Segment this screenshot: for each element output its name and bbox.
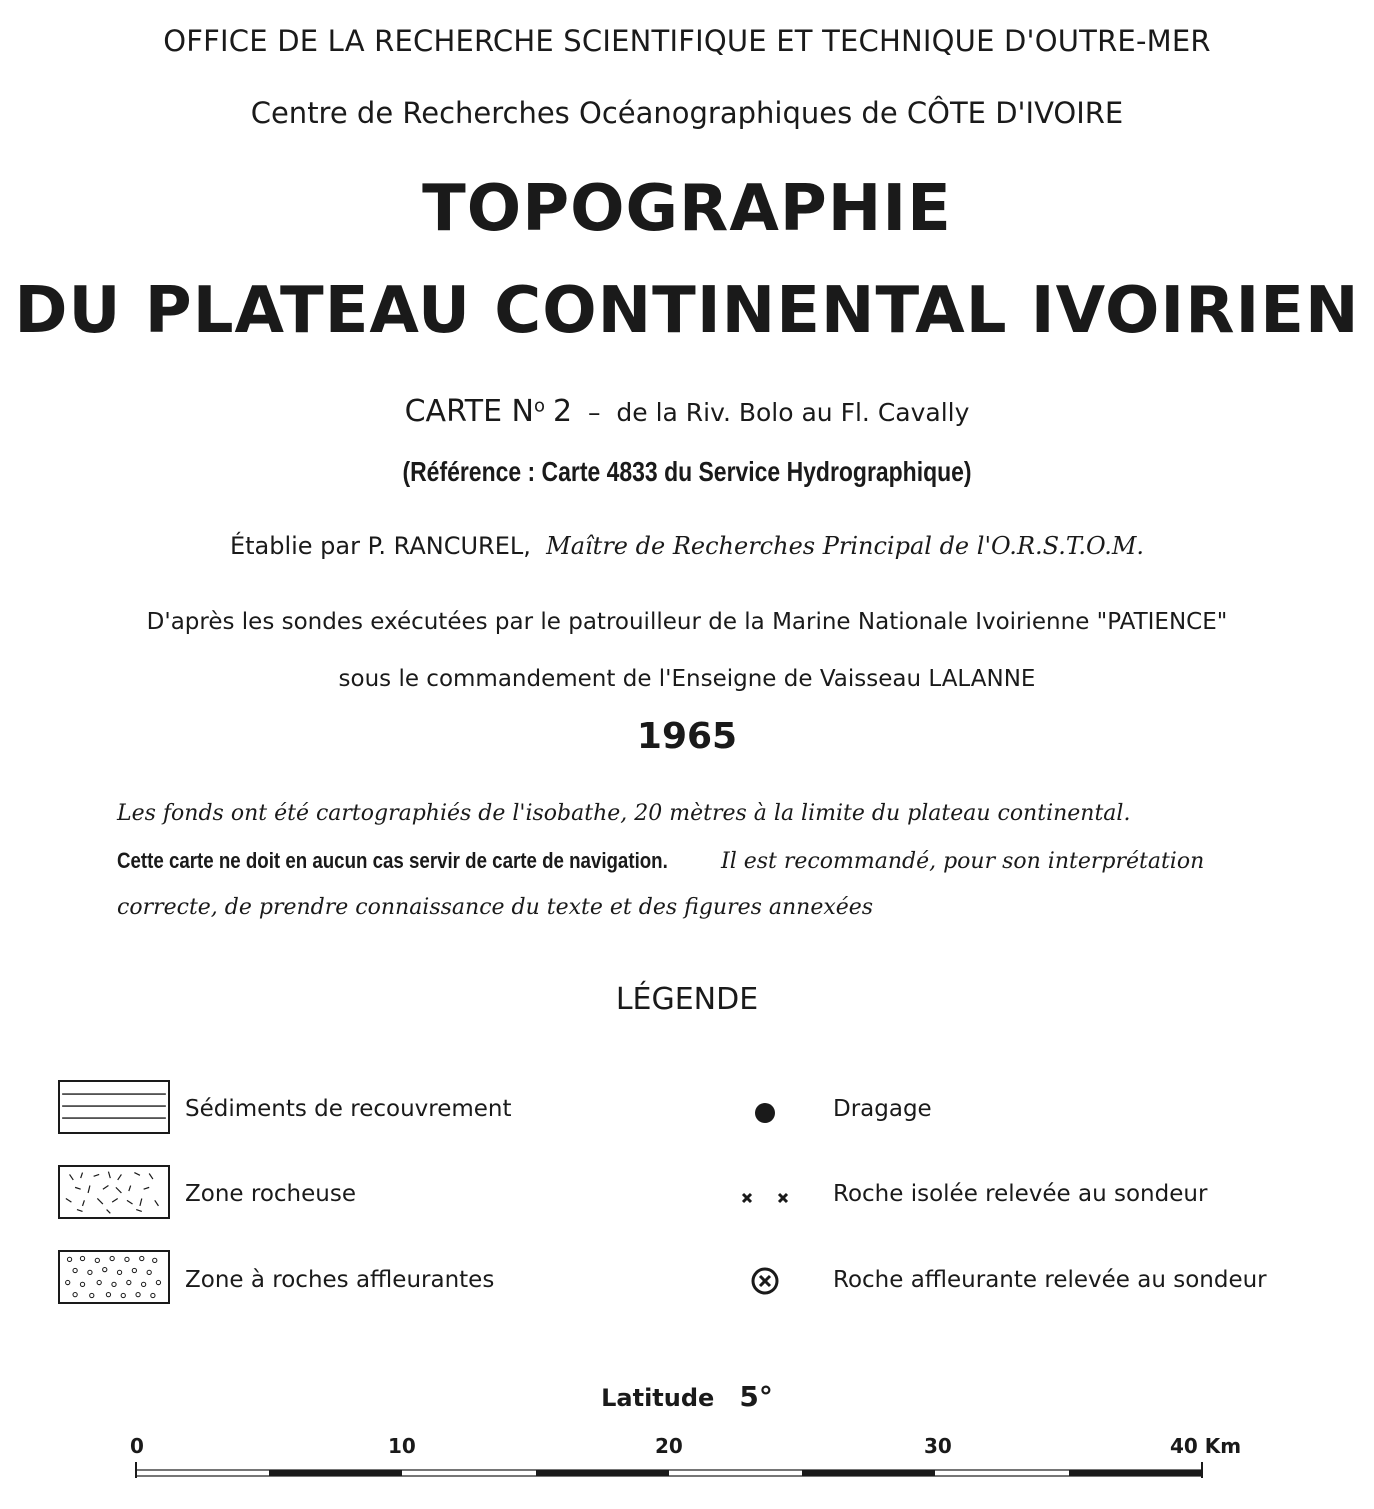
carte-description: de la Riv. Bolo au Fl. Cavally (616, 398, 970, 427)
carte-number: 2 (552, 394, 573, 429)
outcrop-rock-circled-cross-icon (750, 1266, 780, 1296)
map-title-line1: TOPOGRAPHIE (422, 172, 952, 246)
scale-tick-30: 30 (924, 1434, 952, 1458)
latitude-value: 5° (739, 1380, 773, 1413)
carte-label: CARTE N (404, 394, 534, 429)
carte-line (0, 394, 1374, 429)
rocky-zone-swatch (58, 1165, 170, 1219)
office-title: OFFICE DE LA RECHERCHE SCIENTIFIQUE ET TECHNIQUE D'OUTRE-MER (163, 24, 1211, 58)
legend-label-sediments: Sédiments de recouvrement (185, 1096, 512, 1122)
centre-title: Centre de Recherches Océanographiques de CÔTE D'IVOIRE (250, 96, 1124, 130)
carte-dash: – (587, 398, 601, 427)
scale-tick-0: 0 (130, 1434, 144, 1458)
dredging-dot-icon (753, 1101, 777, 1125)
reference-line: (Référence : Carte 4833 du Service Hydrographique) (402, 456, 972, 487)
isolated-rock-crosses-icon (740, 1189, 792, 1209)
latitude-text: Latitude (601, 1384, 715, 1412)
year: 1965 (636, 716, 738, 757)
author-name: Établie par P. RANCUREL, (229, 532, 531, 560)
legend-label-rocky-zone: Zone rocheuse (185, 1181, 356, 1207)
note-line-2 (117, 848, 1204, 874)
outcrop-zone-swatch (58, 1250, 170, 1304)
author-title: Maître de Recherches Principal de l'O.R.S.T.O.M. (546, 532, 1145, 560)
note-warning: Cette carte ne doit en aucun cas servir de carte de navigation. (117, 848, 668, 873)
latitude-label (0, 1380, 1374, 1413)
note-recommendation: Il est recommandé, pour son interprétation (721, 849, 1205, 874)
legend-label-outcrop-rock: Roche affleurante relevée au sondeur (833, 1267, 1267, 1293)
note-line-1: Les fonds ont été cartographiés de l'isobathe, 20 mètres à la limite du plateau continental. (117, 801, 1131, 826)
legend-label-isolated-rock: Roche isolée relevée au sondeur (833, 1181, 1208, 1207)
scale-tick-40: 40 Km (1170, 1434, 1242, 1458)
scale-tick-20: 20 (655, 1434, 683, 1458)
map-title-line2: DU PLATEAU CONTINENTAL IVOIRIEN (14, 274, 1360, 348)
legend-title: LÉGENDE (615, 982, 759, 1017)
command-line: sous le commandement de l'Enseigne de Vaisseau LALANNE (338, 666, 1036, 692)
author-line (0, 532, 1374, 560)
note-line-3: correcte, de prendre connaissance du texte et des figures annexées (117, 895, 874, 920)
legend-label-dredging: Dragage (833, 1096, 932, 1122)
legend-label-outcrop-zone: Zone à roches affleurantes (185, 1267, 495, 1293)
sediments-swatch (58, 1080, 170, 1134)
survey-line: D'après les sondes exécutées par le patrouilleur de la Marine Nationale Ivoirienne "PATIENCE" (146, 609, 1228, 635)
scale-bar (120, 1458, 1220, 1482)
carte-number-sup: o (534, 395, 546, 417)
scale-tick-10: 10 (388, 1434, 416, 1458)
